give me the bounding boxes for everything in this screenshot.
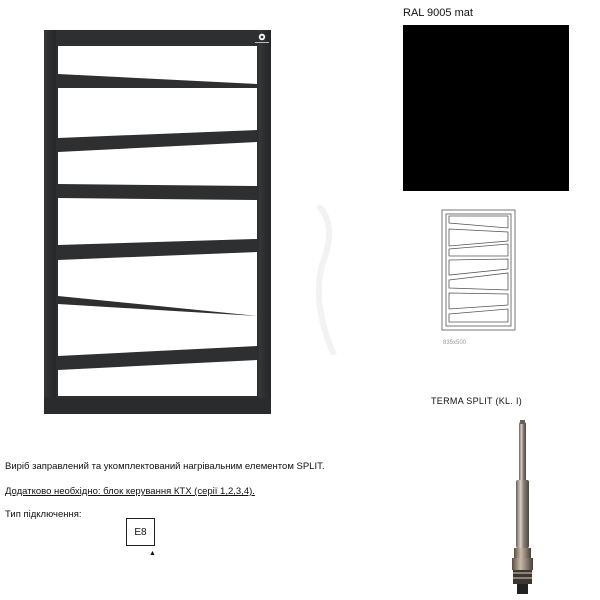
radiator-product-image: [40, 27, 280, 419]
color-label: RAL 9005 mat: [403, 7, 473, 19]
heating-element-rod-image: [505, 418, 547, 598]
description-line-2: Додатково необхідно: блок керування КТХ (серії 1,2,3,4).: [5, 486, 255, 497]
connection-code: E8: [134, 526, 147, 538]
radiator-outline-drawing: [439, 207, 519, 333]
connection-marker-icon: ▲: [149, 550, 156, 557]
color-swatch: [403, 25, 569, 191]
connection-type-label: Тип підключення:: [5, 509, 82, 520]
connection-code-box: [126, 518, 155, 546]
dimensions-label: 835x500: [443, 340, 467, 346]
description-line-1: Виріб заправлений та укомплектований нагрівальним елементом SPLIT.: [5, 461, 325, 472]
watermark-ghost: [308, 205, 348, 355]
heating-element-title: TERMA SPLIT (KL. I): [431, 396, 523, 406]
